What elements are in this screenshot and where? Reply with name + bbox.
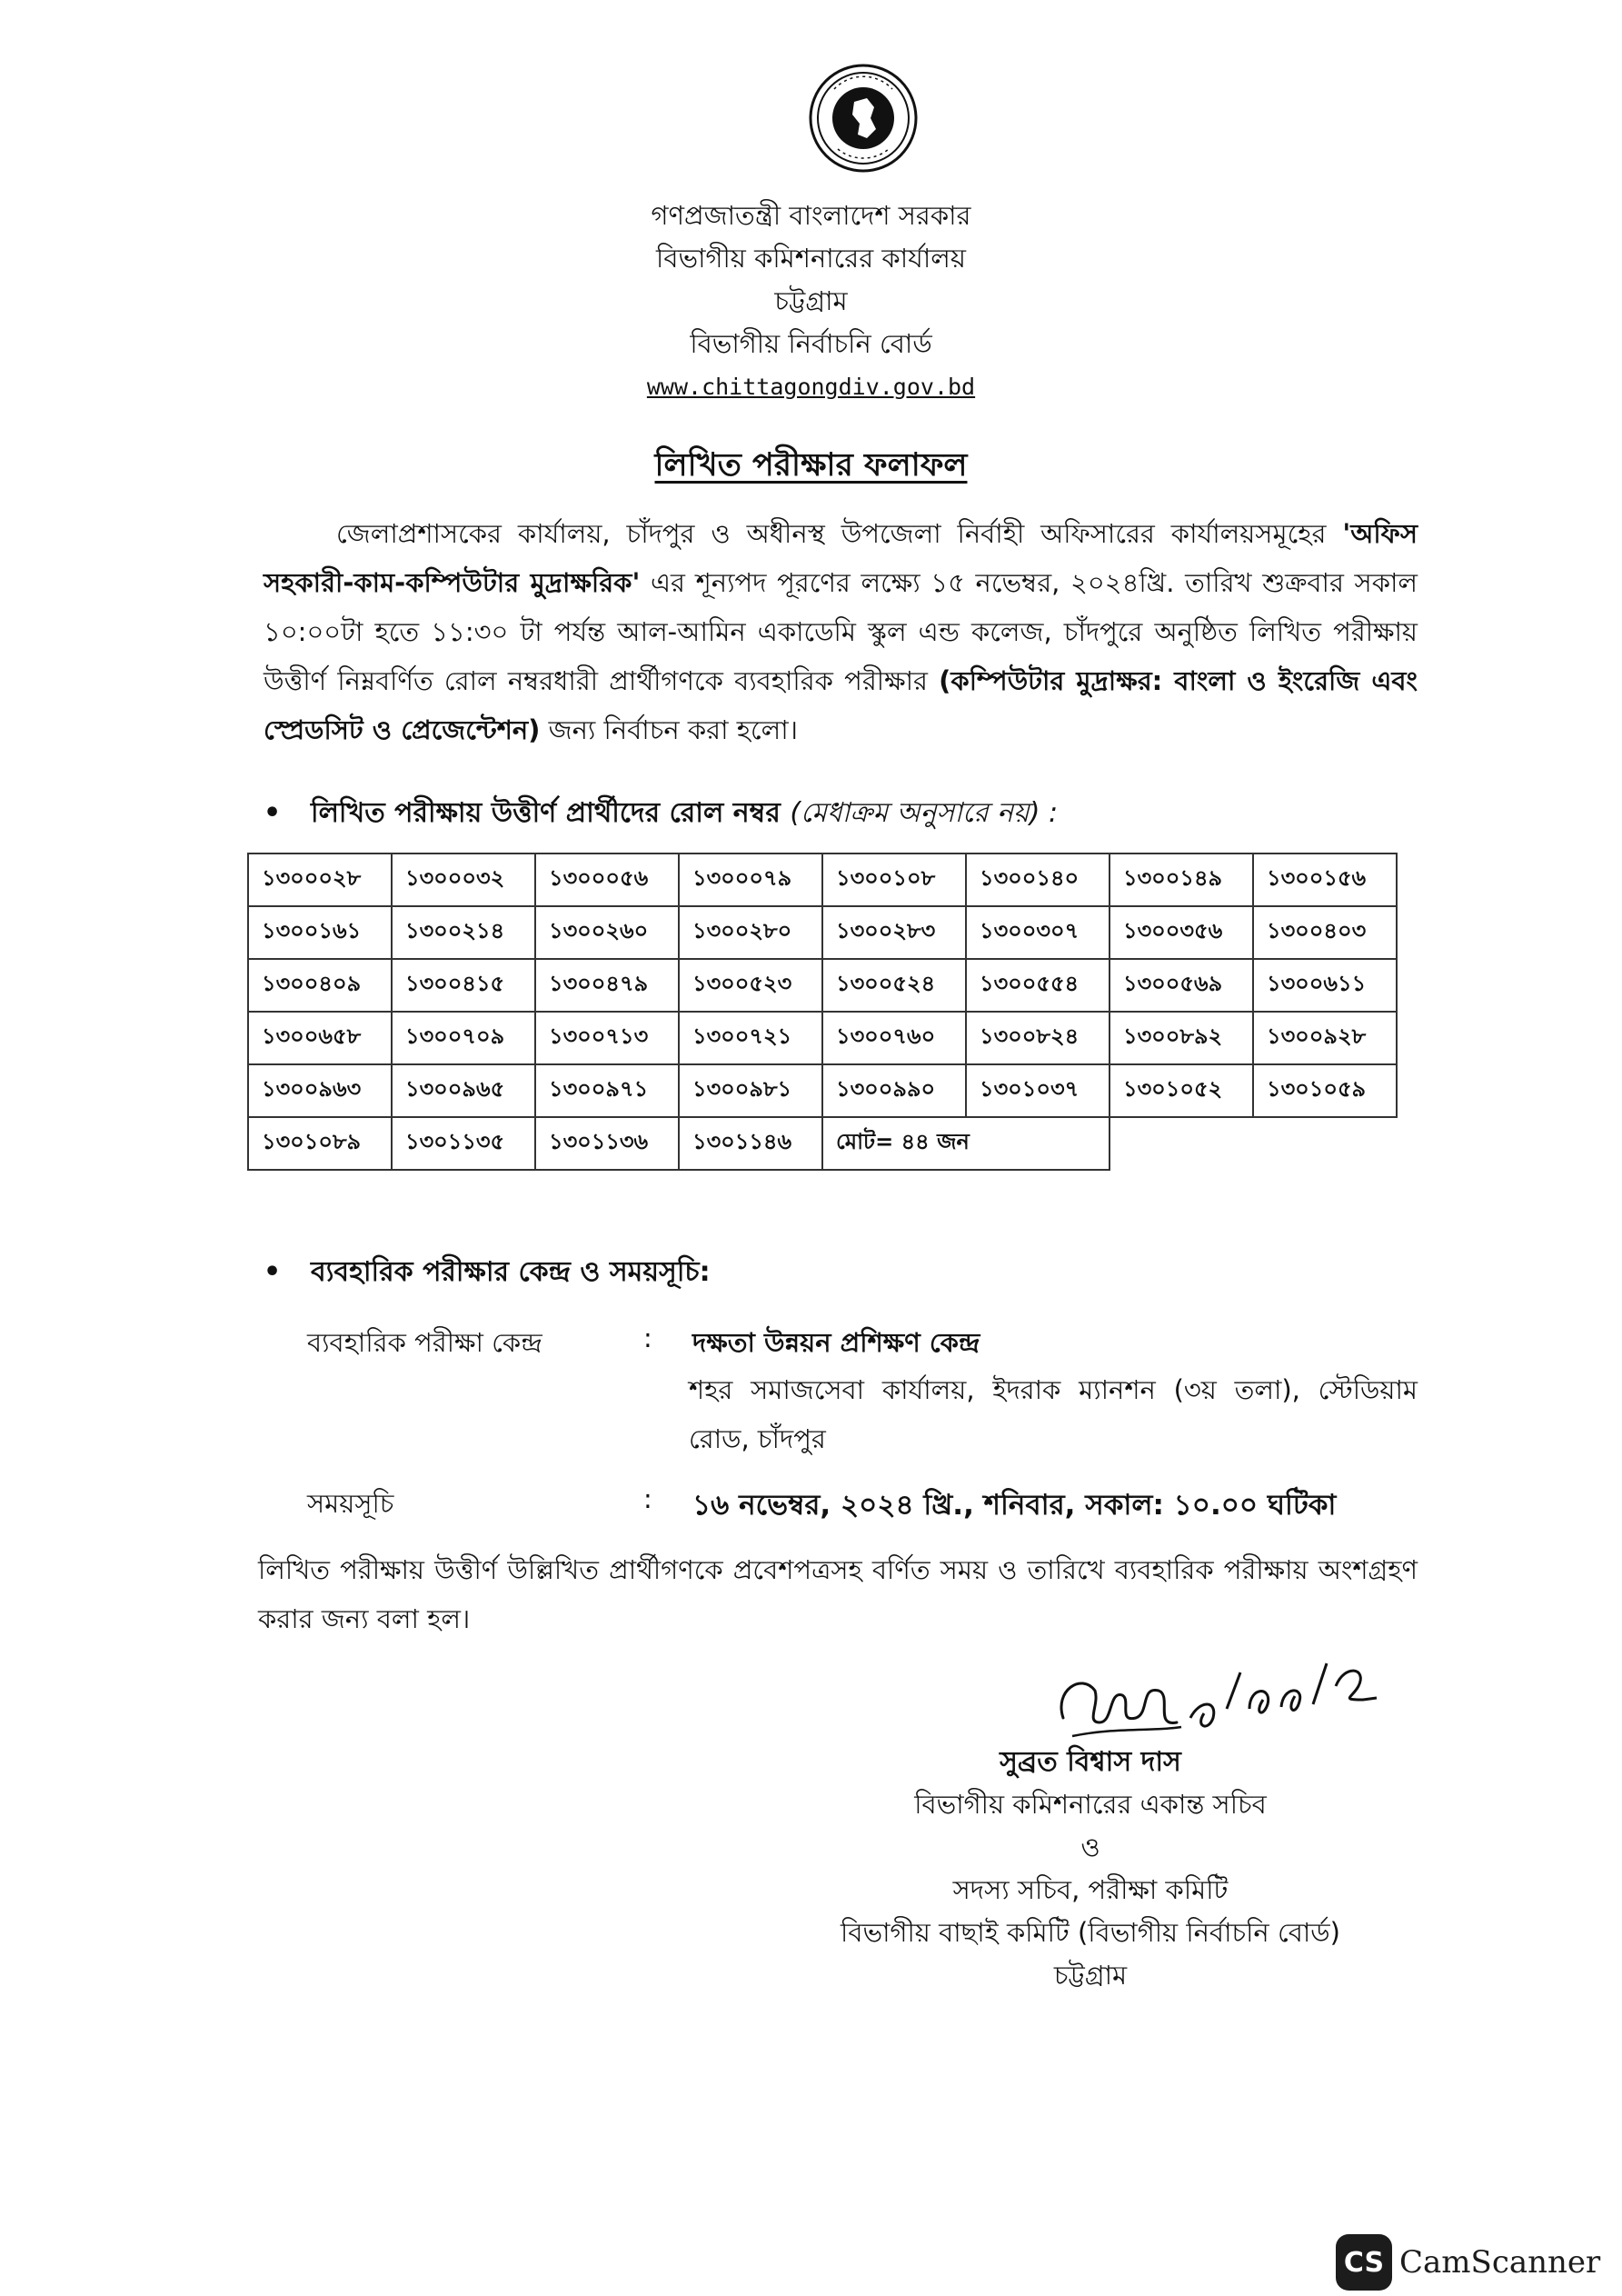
roll-number-cell: ১৩০০০২৮ [248,854,392,906]
closing-paragraph: লিখিত পরীক্ষায় উত্তীর্ণ উল্লিখিত প্রার্থীগণকে প্রবেশপত্রসহ বর্ণিত সময় ও তারিখে ব্যবহারিক পরীক্ষায় অংশগ্রহণ করার জন্য বলা হল। [258,1554,1418,1634]
roll-number-cell: ১৩০০৮২৪ [966,1012,1110,1064]
roll-number-cell: ১৩০০১৪৯ [1110,854,1253,906]
empty-cell [1110,1117,1253,1170]
header-line-board: বিভাগীয় নির্বাচনি বোর্ড [690,328,932,359]
roll-number-cell: ১৩০১০৩৭ [966,1064,1110,1117]
roll-number-cell: ১৩০০৭৬০ [822,1012,966,1064]
roll-number-cell: ১৩০০৯৬৩ [248,1064,392,1117]
schedule-label: সময়সূচি [307,1488,394,1519]
roll-number-cell: ১৩০১০৮৯ [248,1117,392,1170]
header-line-government: গণপ্রজাতন্ত্রী বাংলাদেশ সরকার [651,200,971,231]
roll-number-cell: ১৩০০৯৭১ [535,1064,679,1117]
total-candidates-cell: মোট= ৪৪ জন [822,1117,1110,1170]
exam-center-colon: : [643,1323,652,1353]
passed-candidates-heading: • লিখিত পরীক্ষায় উত্তীর্ণ প্রার্থীদের রোল নম্বর (মেধাক্রম অনুসারে নয়) : [264,797,1059,829]
signatory-line-1: বিভাগীয় কমিশনারের একান্ত সচিব [914,1789,1267,1820]
signatory-line-5: চট্টগ্রাম [1053,1960,1128,1991]
table-row [248,854,1397,906]
roll-number-cell: ১৩০০৯৮১ [679,1064,822,1117]
roll-number-cell: ১৩০১০৫৯ [1253,1064,1397,1117]
signatory-name: সুব্রত বিশ্বাস দাস [1000,1746,1181,1778]
roll-number-cell: ১৩০০৯৬৫ [392,1064,535,1117]
exam-center-name: দক্ষতা উন্নয়ন প্রশিক্ষণ কেন্দ্র [692,1327,980,1358]
roll-number-cell: ১৩০০১৫৬ [1253,854,1397,906]
header-line-city: চট্টগ্রাম [774,285,848,316]
intro-text-3: জন্য নির্বাচন করা হলো। [548,714,799,745]
roll-number-cell: ১৩০০০৫৬ [535,854,679,906]
roll-number-cell: ১৩০০২১৪ [392,906,535,959]
office-header [0,195,1622,408]
document-title: লিখিত পরীক্ষার ফলাফল [654,447,968,484]
passed-candidates-note: (মেধাক্রম অনুসারে নয়) : [790,797,1059,829]
schedule-colon: : [643,1483,652,1514]
roll-number-cell: ১৩০০২৮৩ [822,906,966,959]
signatory-line-4: বিভাগীয় বাছাই কমিটি (বিভাগীয় নির্বাচনি বোর্ড) [841,1917,1340,1948]
signatory-line-3: সদস্য সচিব, পরীক্ষা কমিটি [952,1874,1229,1905]
roll-number-cell: ১৩০০৪০৯ [248,959,392,1012]
table-row [248,906,1397,959]
roll-number-cell: ১৩০০২৮০ [679,906,822,959]
roll-number-cell: ১৩০০০৩২ [392,854,535,906]
roll-number-cell: ১৩০০৪০৩ [1253,906,1397,959]
header-line-office: বিভাগীয় কমিশনারের কার্যালয় [656,243,966,274]
roll-number-cell: ১৩০০১৬১ [248,906,392,959]
camscanner-logo-icon: CS [1336,2234,1392,2291]
table-row [248,1012,1397,1064]
roll-number-cell: ১৩০০০৭৯ [679,854,822,906]
intro-paragraph [264,509,1418,754]
roll-number-cell: ১৩০০৫২৪ [822,959,966,1012]
roll-number-cell: ১৩০০৫৫৪ [966,959,1110,1012]
header-website-link[interactable]: www.chittagongdiv.gov.bd [646,374,976,400]
roll-number-cell: ১৩০০৭০৯ [392,1012,535,1064]
roll-number-cell: ১৩০০১০৮ [822,854,966,906]
table-row [248,959,1397,1012]
roll-number-cell: ১৩০০৭২১ [679,1012,822,1064]
roll-number-cell: ১৩০০৩৫৬ [1110,906,1253,959]
intro-exam-subject: (কম্পিউটার মুদ্রাক্ষর: বাংলা ও ইংরেজি এবং স্প্রেডসিট ও প্রেজেন্টেশন) [264,665,1418,745]
roll-number-cell: ১৩০১১৩৫ [392,1117,535,1170]
signatory-block [818,1741,1363,1997]
bullet-icon: • [264,797,282,829]
signatory-line-2: ও [1080,1832,1100,1862]
roll-number-cell: ১৩০০৩০৭ [966,906,1110,959]
intro-text-1: জেলাপ্রশাসকের কার্যালয়, চাঁদপুর ও অধীনস্থ উপজেলা নির্বাহী অফিসারের কার্যালয়সমূহের [336,518,1327,549]
table-row [248,1064,1397,1117]
intro-post-name: 'অফিস সহকারী-কাম-কম্পিউটার মুদ্রাক্ষরিক' [264,518,1418,598]
bullet-icon: • [264,1256,282,1288]
exam-center-address: শহর সমাজসেবা কার্যালয়, ইদরাক ম্যানশন (৩য় তলা), স্টেডিয়াম রোড, চাঁদপুর [689,1374,1418,1454]
government-seal-icon [807,62,920,175]
empty-cell [1253,1117,1397,1170]
table-row [248,1117,1397,1170]
camscanner-brand: CamScanner [1399,2244,1601,2281]
roll-number-cell: ১৩০০১৪০ [966,854,1110,906]
roll-number-table [247,853,1398,1171]
exam-center-label: ব্যবহারিক পরীক্ষা কেন্দ্র [307,1327,542,1358]
practical-exam-heading: • ব্যবহারিক পরীক্ষার কেন্দ্র ও সময়সূচি: [264,1256,711,1288]
roll-number-cell: ১৩০০৬৫৮ [248,1012,392,1064]
roll-number-cell: ১৩০০৯৯০ [822,1064,966,1117]
roll-number-cell: ১৩০০৪১৫ [392,959,535,1012]
roll-number-cell: ১৩০১১৪৬ [679,1117,822,1170]
roll-number-cell: ১৩০০৬১১ [1253,959,1397,1012]
roll-number-cell: ১৩০১০৫২ [1110,1064,1253,1117]
roll-number-cell: ১৩০০৫৬৯ [1110,959,1253,1012]
schedule-value: ১৬ নভেম্বর, ২০২৪ খ্রি., শনিবার, সকাল: ১০.০০ ঘটিকা [692,1489,1337,1522]
roll-number-cell: ১৩০০৯২৮ [1253,1012,1397,1064]
roll-number-cell: ১৩০০৪৭৯ [535,959,679,1012]
roll-number-cell: ১৩০০৮৯২ [1110,1012,1253,1064]
roll-number-cell: ১৩০১১৩৬ [535,1117,679,1170]
roll-number-cell: ১৩০০৭১৩ [535,1012,679,1064]
roll-number-cell: ১৩০০২৬০ [535,906,679,959]
camscanner-watermark [1336,2234,1600,2291]
roll-number-cell: ১৩০০৫২৩ [679,959,822,1012]
intro-text-2: এর শূন্যপদ পূরণের লক্ষ্যে ১৫ নভেম্বর, ২০২৪খ্রি. তারিখ শুক্রবার সকাল ১০:০০টা হতে ১১:৩০ টা পর্যন্ত আল-আমিন একাডেমি স্কুল এন্ড কলেজ, চাঁদপুরে অনুষ্ঠিত লিখিত পরীক্ষায় উত্তীর্ণ নিম্নবর্ণিত রোল নম্বরধারী প্রার্থীগণকে ব্যবহারিক পরীক্ষার [264,567,1418,696]
